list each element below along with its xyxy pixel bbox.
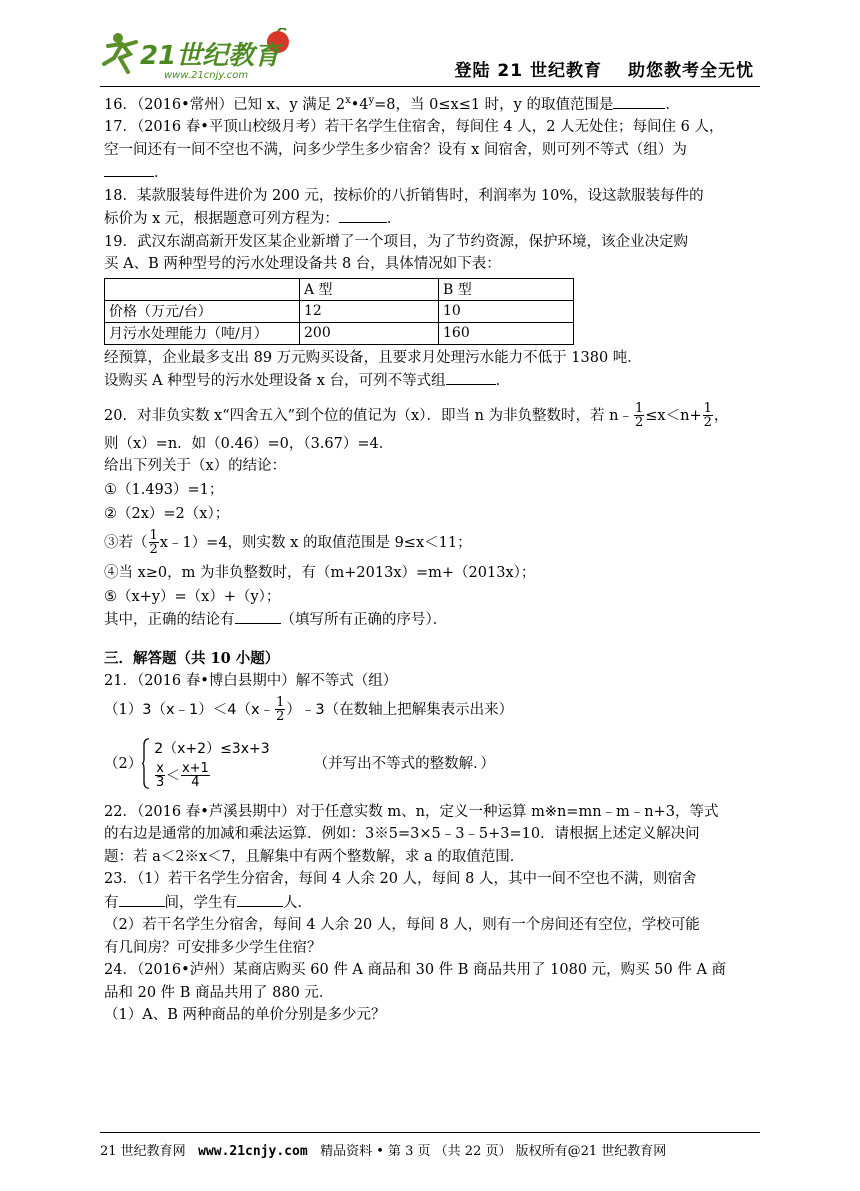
- page-footer: 21 世纪教育网 www.21cnjy.com 精品资料 • 第 3 页 （共 22 页） 版权所有@21 世纪教育网: [100, 1132, 760, 1159]
- question-21: 21．（2016 春•博白县期中）解不等式（组） （1）3（x﹣1）＜4（x﹣ $\frac{1}{2}$ ）﹣3（在数轴上把解集表示出来） （2） 2（x+2）≤3x+3 $\frac{x}{3}$ ＜ $\frac{x+1}{4}$ （并写出不等式的整数解．）: [104, 673, 514, 791]
- question-19: 19．武汉东湖高新开发区某企业新增了一个项目，为了节约资源，保护环境，该企业决定购 买 A、B 两种型号的污水处理设备共 8 台，具体情况如下表： A 型 B 型 价格（万元/台） 12 10 月污水处理能力（吨/月） 200 160 经预算，企业最多支出 89 万元购买设备，且要求月处理污水能力不低于 1380 吨． 设购买 A 种型号的污水处理设备 x 台，可列不等式组 ．: [104, 233, 688, 390]
- question-23: 23．（1）若干名学生分宿舍，每间 4 人余 20 人，每间 8 人，其中一间不空也不满，则宿舍 有 间，学生有 人． （2）若干名学生分宿舍，每间 4 人余 20 人，每间 8 人，则有一个房间还有空位，学校可能 有几间房？可安排多少学生住宿？: [104, 871, 700, 956]
- fraction-half: $\frac{1}{2}$: [149, 528, 158, 558]
- table-row: 价格（万元/台） 12 10: [105, 300, 574, 322]
- logo-url: www.21cnjy.com: [164, 70, 249, 81]
- answer-blank: [119, 891, 165, 907]
- table-row: 月污水处理能力（吨/月） 200 160: [105, 322, 574, 344]
- table-header-row: A 型 B 型: [105, 278, 574, 300]
- fraction-half: $\frac{1}{2}$: [276, 695, 285, 725]
- question-16: 16．（2016•常州）已知 x、y 满足 $2^x•4^y=8$，当 0≤x≤1 时，y 的取值范围是 ．: [104, 90, 754, 116]
- answer-blank: [235, 608, 281, 624]
- question-17: 17．（2016 春•平顶山校级月考）若干名学生住宿舍，每间住 4 人，2 人无处住；每间住 6 人， 空一间还有一间不空也不满，问多少学生多少宿舍？设有 x 间宿舍，则可列不等式（组）为 ．: [104, 119, 724, 182]
- footer-site-link[interactable]: www.21cnjy.com: [198, 1144, 308, 1159]
- fraction-half: $\frac{1}{2}$: [635, 401, 644, 431]
- question-24: 24．（2016•泸州）某商店购买 60 件 A 商品和 30 件 B 商品共用了 1080 元，购买 50 件 A 商 品和 20 件 B 商品共用了 880 元． （1）A、B 两种商品的单价分别是多少元？: [104, 962, 727, 1024]
- question-22: 22．（2016 春•芦溪县期中）对于任意实数 m、n，定义一种运算 m※n=mn﹣m﹣n+3，等式 的右边是通常的加减和乘法运算．例如：3※5=3×5﹣3﹣5+3=10．请根据上述定义解决问 题：若 a＜2※x＜7，且解集中有两个整数解，求 a 的取值范围．: [104, 803, 719, 865]
- fraction-half: $\frac{1}{2}$: [703, 401, 712, 431]
- logo-text: 21世纪教育: [140, 41, 281, 71]
- answer-blank: [104, 161, 154, 177]
- slogan-a: 登陆 21 世纪教育: [454, 61, 602, 81]
- runner-icon: [104, 33, 136, 72]
- question-20: 20．对非负实数 x“四舍五入”到个位的值记为（x）．即当 n 为非负整数时，若 n﹣ $\frac{1}{2}$ ≤x＜n+ $\frac{1}{2}$ ， 则（x）=n．如（0.46）=0，（3.67）=4． 给出下列关于（x）的结论： ①（1.493）=1； ②（2x）=2（x）； ③若（ $\frac{1}{2}$ x﹣1）=4，则实数 x 的取值范围是 9≤x＜11； ④当 x≥0，m 为非负整数时，有（m+2013x）=m+（2013x）； ⑤（x+y）=（x）+（y）； 其中，正确的结论有 （填写所有正确的序号）．: [104, 401, 729, 629]
- equipment-table: [104, 278, 574, 345]
- logo-21cnjy: [100, 28, 300, 84]
- question-18: 18．某款服装每件进价为 200 元，按标价的八折销售时，利润率为 10%，设这款服装每件的 标价为 x 元，根据题意可列方程为： ．: [104, 187, 704, 228]
- answer-blank: [237, 891, 283, 907]
- answer-blank: [446, 369, 496, 385]
- page-content: [104, 90, 754, 1027]
- answer-blank: [613, 93, 665, 109]
- brace-icon: [142, 738, 150, 789]
- answer-blank: [339, 207, 387, 223]
- page-header: [100, 22, 760, 87]
- header-slogan: [429, 56, 755, 81]
- slogan-b: 助您教考全无忧: [628, 61, 754, 81]
- section-title: 三．解答题（共 10 小题）: [104, 649, 280, 667]
- inequality-system: 2（x+2）≤3x+3 $\frac{x}{3}$ ＜ $\frac{x+1}{4}$: [142, 738, 269, 789]
